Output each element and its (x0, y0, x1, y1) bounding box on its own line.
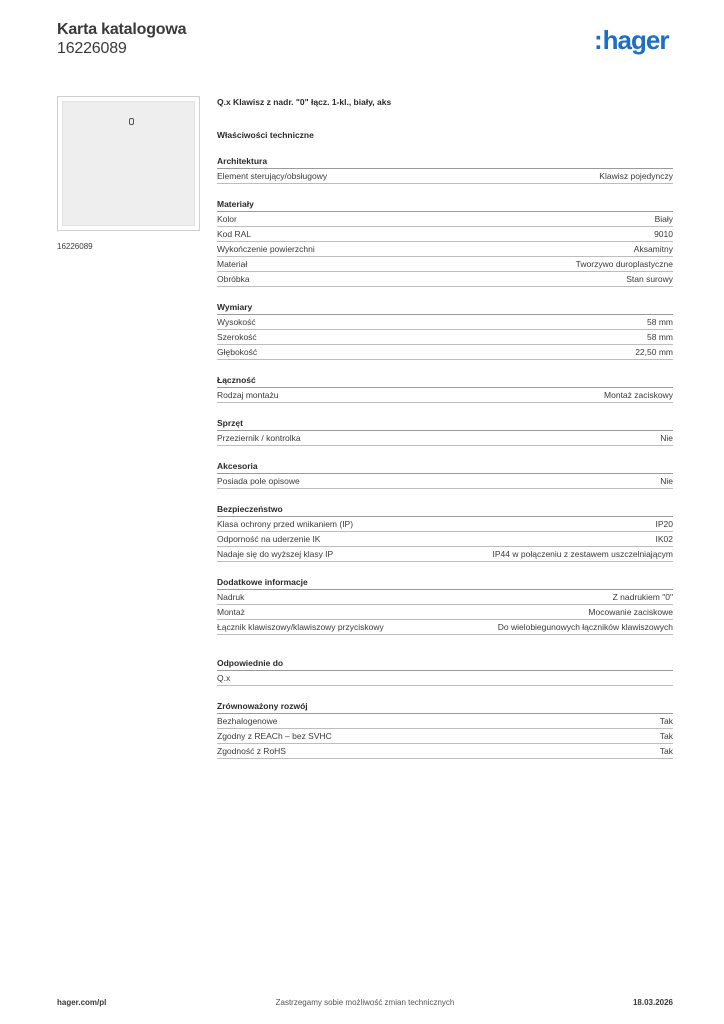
property-section (217, 374, 673, 403)
property-label: Łącznik klawiszowy/klawiszowy przyciskowy (217, 622, 384, 632)
property-row (217, 590, 673, 605)
property-value: IP44 w połączeniu z zestawem uszczelniającym (492, 549, 673, 559)
property-label: Obróbka (217, 274, 250, 284)
property-value: Klawisz pojedynczy (599, 171, 673, 181)
section-title: Odpowiednie do (217, 657, 673, 671)
property-section (217, 155, 673, 184)
property-label: Odporność na uderzenie IK (217, 534, 321, 544)
property-row (217, 212, 673, 227)
logo-colon-mark: : (594, 25, 602, 55)
property-value: Stan surowy (626, 274, 673, 284)
property-row (217, 714, 673, 729)
property-label: Zgodność z RoHS (217, 746, 286, 756)
product-image-frame (57, 96, 200, 231)
property-label: Posiada pole opisowe (217, 476, 300, 486)
property-section (217, 198, 673, 287)
property-value: Nie (660, 476, 673, 486)
property-label: Klasa ochrony przed wnikaniem (IP) (217, 519, 354, 529)
footer-notice: Zastrzegamy sobie możliwość zmian technicznych (275, 998, 455, 1007)
property-row (217, 729, 673, 744)
property-row (217, 345, 673, 360)
property-label: Rodzaj montażu (217, 390, 279, 400)
page-footer (57, 998, 673, 1010)
property-value: 9010 (654, 229, 673, 239)
property-label: Kolor (217, 214, 237, 224)
property-label: Głębokość (217, 347, 258, 357)
property-label: Przeziernik / kontrolka (217, 433, 301, 443)
property-value: 58 mm (647, 317, 673, 327)
property-label: Wykończenie powierzchni (217, 244, 315, 254)
property-label: Wysokość (217, 317, 256, 327)
section-title: Łączność (217, 374, 673, 388)
image-caption: 16226089 (57, 242, 93, 251)
property-section (217, 460, 673, 489)
property-value: Do wielobiegunowych łączników klawiszowych (497, 622, 673, 632)
property-value: 58 mm (647, 332, 673, 342)
property-value: Aksamitny (633, 244, 673, 254)
property-label: Zgodny z REACh – bez SVHC (217, 731, 332, 741)
zero-marking-icon (129, 118, 134, 125)
property-label: Kod RAL (217, 229, 252, 239)
property-row (217, 242, 673, 257)
property-value: Biały (654, 214, 673, 224)
product-name: Q.x Klawisz z nadr. "0" łącz. 1-kl., biały, aks (217, 97, 392, 107)
property-section (217, 417, 673, 446)
property-value: Tak (659, 731, 673, 741)
property-row (217, 620, 673, 635)
property-row (217, 532, 673, 547)
property-value: Mocowanie zaciskowe (588, 607, 673, 617)
property-row (217, 474, 673, 489)
property-row (217, 671, 673, 686)
technical-properties-title: Właściwości techniczne (217, 130, 314, 140)
product-content (217, 96, 673, 759)
property-label: Q.x (217, 673, 231, 683)
property-label: Bezhalogenowe (217, 716, 278, 726)
section-title: Akcesoria (217, 460, 673, 474)
property-value: Z nadrukiem "0" (612, 592, 673, 602)
section-title: Bezpieczeństwo (217, 503, 673, 517)
document-number: 16226089 (57, 40, 127, 57)
property-row (217, 330, 673, 345)
property-label: Montaż (217, 607, 245, 617)
property-row (217, 605, 673, 620)
property-label: Materiał (217, 259, 248, 269)
section-title: Materiały (217, 198, 673, 212)
section-title: Dodatkowe informacje (217, 576, 673, 590)
property-section (217, 503, 673, 562)
property-section (217, 700, 673, 759)
property-row (217, 257, 673, 272)
section-title: Zrównoważony rozwój (217, 700, 673, 714)
property-row (217, 431, 673, 446)
property-label: Nadaje się do wyższej klasy IP (217, 549, 334, 559)
property-row (217, 169, 673, 184)
property-row (217, 517, 673, 532)
property-value: Nie (660, 433, 673, 443)
property-value: Tak (659, 716, 673, 726)
property-row (217, 388, 673, 403)
property-label: Szerokość (217, 332, 257, 342)
section-title: Wymiary (217, 301, 673, 315)
property-row (217, 547, 673, 562)
footer-date: 18.03.2026 (632, 998, 673, 1007)
footer-website[interactable]: hager.com/pl (57, 998, 107, 1007)
property-row (217, 315, 673, 330)
property-value: 22,50 mm (635, 347, 673, 357)
property-label: Element sterujący/obsługowy (217, 171, 328, 181)
property-value: IK02 (655, 534, 673, 544)
property-section (217, 301, 673, 360)
property-section (217, 576, 673, 635)
hager-logo (594, 25, 668, 55)
section-title: Architektura (217, 155, 673, 169)
property-value: Tak (659, 746, 673, 756)
property-label: Nadruk (217, 592, 245, 602)
property-section (217, 657, 673, 686)
property-sections (217, 155, 673, 759)
property-row (217, 272, 673, 287)
property-row (217, 744, 673, 759)
property-row (217, 227, 673, 242)
property-value: Tworzywo duroplastyczne (575, 259, 673, 269)
property-value: Montaż zaciskowy (604, 390, 673, 400)
section-title: Sprzęt (217, 417, 673, 431)
property-value: IP20 (655, 519, 673, 529)
logo-text: hager (602, 25, 669, 55)
document-header (57, 20, 186, 58)
product-image (62, 101, 195, 226)
document-title: Karta katalogowa (57, 21, 187, 38)
